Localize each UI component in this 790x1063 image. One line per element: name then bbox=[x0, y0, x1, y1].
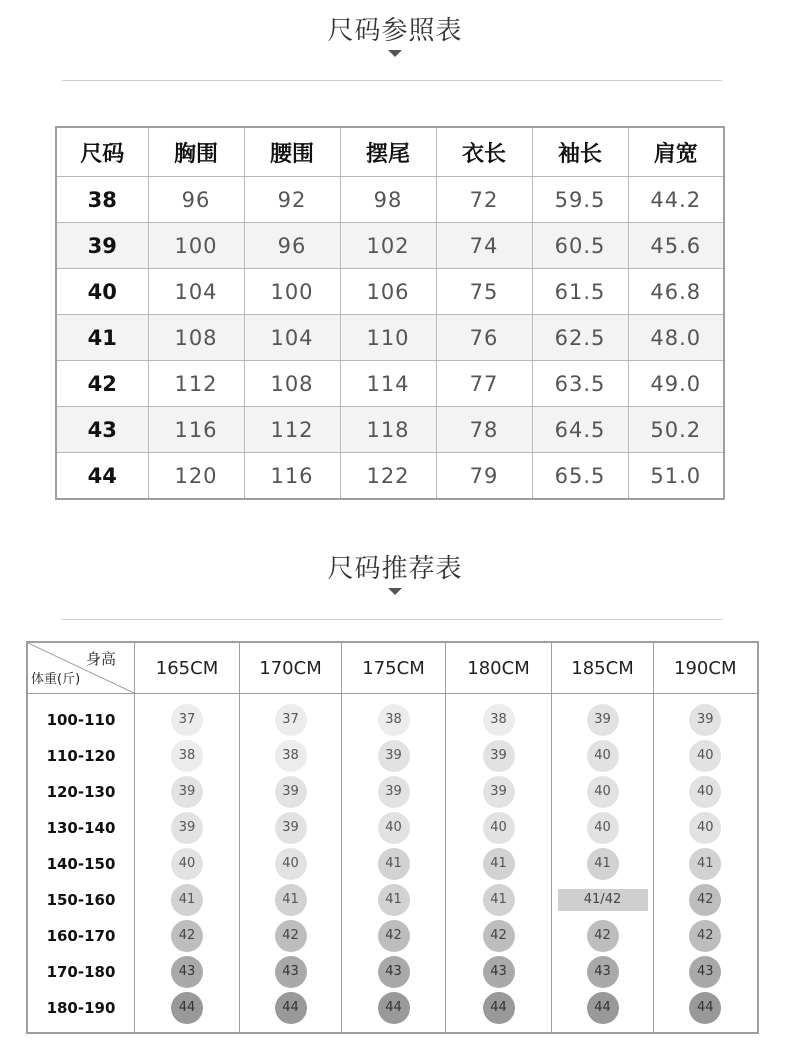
recommend-cell bbox=[552, 990, 654, 1033]
size-badge: 43 bbox=[378, 956, 410, 988]
table-row bbox=[27, 918, 758, 954]
column-header: 摆尾 bbox=[340, 127, 436, 177]
size-badge: 41 bbox=[689, 848, 721, 880]
recommend-cell bbox=[135, 990, 240, 1033]
weight-range-cell: 180-190 bbox=[27, 990, 135, 1033]
measurement-cell: 108 bbox=[148, 315, 244, 361]
measurement-cell: 92 bbox=[244, 177, 340, 223]
height-header: 170CM bbox=[240, 642, 342, 694]
recommend-cell bbox=[240, 954, 342, 990]
size-cell: 41 bbox=[56, 315, 148, 361]
measurement-cell: 77 bbox=[436, 361, 532, 407]
size-badge: 43 bbox=[171, 956, 203, 988]
weight-range-cell: 100-110 bbox=[27, 694, 135, 739]
recommend-cell bbox=[552, 918, 654, 954]
measurement-cell: 62.5 bbox=[532, 315, 628, 361]
size-badge: 42 bbox=[378, 920, 410, 952]
weight-range-cell: 160-170 bbox=[27, 918, 135, 954]
size-badge: 42 bbox=[689, 884, 721, 916]
recommend-cell bbox=[552, 694, 654, 739]
table-row bbox=[56, 315, 724, 361]
size-badge: 41 bbox=[483, 848, 515, 880]
column-header: 腰围 bbox=[244, 127, 340, 177]
recommend-cell bbox=[135, 694, 240, 739]
measurement-cell: 114 bbox=[340, 361, 436, 407]
measurement-cell: 104 bbox=[148, 269, 244, 315]
height-header: 165CM bbox=[135, 642, 240, 694]
size-badge: 37 bbox=[171, 704, 203, 736]
measurement-cell: 78 bbox=[436, 407, 532, 453]
table-header-row bbox=[27, 642, 758, 694]
measurement-cell: 60.5 bbox=[532, 223, 628, 269]
recommend-cell bbox=[342, 882, 446, 918]
measurement-cell: 44.2 bbox=[628, 177, 724, 223]
measurement-cell: 51.0 bbox=[628, 453, 724, 500]
table-row bbox=[56, 223, 724, 269]
recommend-cell bbox=[654, 774, 758, 810]
size-badge: 44 bbox=[587, 992, 619, 1024]
size-badge: 43 bbox=[587, 956, 619, 988]
measurement-cell: 96 bbox=[244, 223, 340, 269]
measurement-cell: 104 bbox=[244, 315, 340, 361]
measurement-cell: 46.8 bbox=[628, 269, 724, 315]
size-reference-table bbox=[55, 126, 725, 500]
size-badge: 39 bbox=[483, 776, 515, 808]
size-badge: 39 bbox=[587, 704, 619, 736]
measurement-cell: 118 bbox=[340, 407, 436, 453]
weight-label: 体重(斤) bbox=[31, 672, 81, 687]
size-badge: 41 bbox=[587, 848, 619, 880]
size-badge: 38 bbox=[171, 740, 203, 772]
recommend-cell bbox=[446, 810, 552, 846]
size-badge: 44 bbox=[689, 992, 721, 1024]
measurement-cell: 59.5 bbox=[532, 177, 628, 223]
size-badge: 40 bbox=[689, 776, 721, 808]
size-badge: 44 bbox=[171, 992, 203, 1024]
column-header: 衣长 bbox=[436, 127, 532, 177]
size-badge: 40 bbox=[587, 812, 619, 844]
size-badge: 43 bbox=[275, 956, 307, 988]
size-badge: 39 bbox=[689, 704, 721, 736]
measurement-cell: 110 bbox=[340, 315, 436, 361]
recommend-cell bbox=[342, 774, 446, 810]
height-header: 185CM bbox=[552, 642, 654, 694]
recommend-cell bbox=[135, 810, 240, 846]
corner-cell bbox=[27, 642, 135, 694]
weight-range-cell: 170-180 bbox=[27, 954, 135, 990]
table-header-row bbox=[56, 127, 724, 177]
recommend-cell bbox=[654, 846, 758, 882]
measurement-cell: 48.0 bbox=[628, 315, 724, 361]
recommend-cell bbox=[240, 846, 342, 882]
size-badge: 44 bbox=[378, 992, 410, 1024]
height-header: 180CM bbox=[446, 642, 552, 694]
size-badge: 40 bbox=[378, 812, 410, 844]
table-row bbox=[56, 407, 724, 453]
size-badge: 42 bbox=[689, 920, 721, 952]
size-badge: 38 bbox=[275, 740, 307, 772]
recommend-cell bbox=[240, 810, 342, 846]
recommend-cell bbox=[342, 846, 446, 882]
table-row bbox=[56, 269, 724, 315]
measurement-cell: 64.5 bbox=[532, 407, 628, 453]
table-row bbox=[27, 810, 758, 846]
size-badge: 40 bbox=[587, 776, 619, 808]
column-header: 胸围 bbox=[148, 127, 244, 177]
recommend-cell bbox=[135, 774, 240, 810]
recommend-cell bbox=[342, 810, 446, 846]
size-cell: 43 bbox=[56, 407, 148, 453]
size-badge: 38 bbox=[483, 704, 515, 736]
measurement-cell: 49.0 bbox=[628, 361, 724, 407]
measurement-cell: 116 bbox=[148, 407, 244, 453]
recommend-cell bbox=[552, 810, 654, 846]
table-row bbox=[27, 846, 758, 882]
recommend-cell bbox=[446, 882, 552, 918]
measurement-cell: 122 bbox=[340, 453, 436, 500]
table-row bbox=[27, 774, 758, 810]
size-badge: 40 bbox=[689, 740, 721, 772]
measurement-cell: 100 bbox=[244, 269, 340, 315]
recommend-cell bbox=[135, 738, 240, 774]
recommend-cell bbox=[135, 954, 240, 990]
recommend-cell bbox=[552, 846, 654, 882]
size-reference-title: 尺码参照表 bbox=[327, 16, 463, 46]
table-row bbox=[27, 738, 758, 774]
size-badge: 40 bbox=[483, 812, 515, 844]
recommend-cell bbox=[654, 810, 758, 846]
measurement-cell: 50.2 bbox=[628, 407, 724, 453]
table-row bbox=[27, 990, 758, 1033]
size-badge: 37 bbox=[275, 704, 307, 736]
measurement-cell: 76 bbox=[436, 315, 532, 361]
size-cell: 39 bbox=[56, 223, 148, 269]
table-row bbox=[27, 954, 758, 990]
size-badge: 39 bbox=[171, 812, 203, 844]
measurement-cell: 45.6 bbox=[628, 223, 724, 269]
recommend-cell bbox=[240, 990, 342, 1033]
size-badge: 41 bbox=[378, 848, 410, 880]
size-badge: 42 bbox=[587, 920, 619, 952]
measurement-cell: 108 bbox=[244, 361, 340, 407]
weight-range-cell: 150-160 bbox=[27, 882, 135, 918]
column-header: 袖长 bbox=[532, 127, 628, 177]
measurement-cell: 63.5 bbox=[532, 361, 628, 407]
recommend-cell bbox=[342, 738, 446, 774]
size-badge: 39 bbox=[378, 740, 410, 772]
recommend-cell bbox=[654, 990, 758, 1033]
size-badge: 43 bbox=[689, 956, 721, 988]
size-badge: 39 bbox=[483, 740, 515, 772]
weight-range-cell: 110-120 bbox=[27, 738, 135, 774]
recommend-cell bbox=[446, 694, 552, 739]
measurement-cell: 65.5 bbox=[532, 453, 628, 500]
size-badge: 41 bbox=[483, 884, 515, 916]
recommend-cell bbox=[446, 846, 552, 882]
size-badge: 39 bbox=[275, 776, 307, 808]
recommend-cell bbox=[552, 738, 654, 774]
recommend-cell bbox=[552, 774, 654, 810]
measurement-cell: 100 bbox=[148, 223, 244, 269]
table-row bbox=[56, 361, 724, 407]
size-badge: 42 bbox=[483, 920, 515, 952]
measurement-cell: 112 bbox=[244, 407, 340, 453]
height-header: 175CM bbox=[342, 642, 446, 694]
table-row bbox=[56, 453, 724, 500]
size-badge: 44 bbox=[483, 992, 515, 1024]
table-row bbox=[27, 882, 758, 918]
recommend-cell bbox=[446, 954, 552, 990]
size-badge: 41 bbox=[171, 884, 203, 916]
column-header: 肩宽 bbox=[628, 127, 724, 177]
recommend-cell bbox=[654, 918, 758, 954]
recommend-cell bbox=[240, 882, 342, 918]
recommend-cell bbox=[552, 954, 654, 990]
recommend-cell bbox=[240, 694, 342, 739]
measurement-cell: 72 bbox=[436, 177, 532, 223]
height-header: 190CM bbox=[654, 642, 758, 694]
measurement-cell: 106 bbox=[340, 269, 436, 315]
recommend-cell bbox=[342, 990, 446, 1033]
recommend-cell bbox=[654, 694, 758, 739]
weight-range-cell: 120-130 bbox=[27, 774, 135, 810]
divider bbox=[62, 619, 722, 620]
size-cell: 40 bbox=[56, 269, 148, 315]
size-badge: 39 bbox=[378, 776, 410, 808]
size-recommend-title: 尺码推荐表 bbox=[327, 554, 463, 584]
measurement-cell: 98 bbox=[340, 177, 436, 223]
size-cell: 38 bbox=[56, 177, 148, 223]
size-badge: 39 bbox=[275, 812, 307, 844]
size-badge: 40 bbox=[587, 740, 619, 772]
recommend-cell bbox=[654, 738, 758, 774]
size-badge: 41 bbox=[378, 884, 410, 916]
weight-range-cell: 130-140 bbox=[27, 810, 135, 846]
size-badge: 40 bbox=[171, 848, 203, 880]
measurement-cell: 112 bbox=[148, 361, 244, 407]
recommend-cell bbox=[240, 774, 342, 810]
size-badge: 42 bbox=[171, 920, 203, 952]
size-badge: 40 bbox=[689, 812, 721, 844]
size-recommend-table bbox=[26, 641, 759, 1034]
recommend-cell bbox=[446, 990, 552, 1033]
recommend-cell bbox=[342, 954, 446, 990]
measurement-cell: 75 bbox=[436, 269, 532, 315]
recommend-cell bbox=[342, 694, 446, 739]
size-badge: 44 bbox=[275, 992, 307, 1024]
recommend-cell bbox=[135, 882, 240, 918]
size-cell: 42 bbox=[56, 361, 148, 407]
size-badge: 41/42 bbox=[558, 889, 648, 911]
size-badge: 41 bbox=[275, 884, 307, 916]
recommend-cell bbox=[446, 738, 552, 774]
size-badge: 42 bbox=[275, 920, 307, 952]
size-badge: 39 bbox=[171, 776, 203, 808]
size-badge: 43 bbox=[483, 956, 515, 988]
recommend-cell bbox=[446, 774, 552, 810]
table-row bbox=[56, 177, 724, 223]
caret-down-icon bbox=[388, 588, 402, 595]
column-header: 尺码 bbox=[56, 127, 148, 177]
divider bbox=[62, 80, 722, 81]
height-label: 身高 bbox=[85, 650, 116, 668]
measurement-cell: 116 bbox=[244, 453, 340, 500]
recommend-cell bbox=[135, 918, 240, 954]
weight-range-cell: 140-150 bbox=[27, 846, 135, 882]
size-badge: 38 bbox=[378, 704, 410, 736]
recommend-cell bbox=[342, 918, 446, 954]
recommend-cell bbox=[240, 738, 342, 774]
size-badge: 40 bbox=[275, 848, 307, 880]
recommend-cell bbox=[552, 882, 654, 918]
recommend-cell bbox=[240, 918, 342, 954]
measurement-cell: 79 bbox=[436, 453, 532, 500]
recommend-cell bbox=[135, 846, 240, 882]
measurement-cell: 120 bbox=[148, 453, 244, 500]
measurement-cell: 74 bbox=[436, 223, 532, 269]
measurement-cell: 61.5 bbox=[532, 269, 628, 315]
size-cell: 44 bbox=[56, 453, 148, 500]
measurement-cell: 96 bbox=[148, 177, 244, 223]
caret-down-icon bbox=[388, 50, 402, 57]
recommend-cell bbox=[446, 918, 552, 954]
table-row bbox=[27, 694, 758, 739]
recommend-cell bbox=[654, 954, 758, 990]
recommend-cell bbox=[654, 882, 758, 918]
measurement-cell: 102 bbox=[340, 223, 436, 269]
